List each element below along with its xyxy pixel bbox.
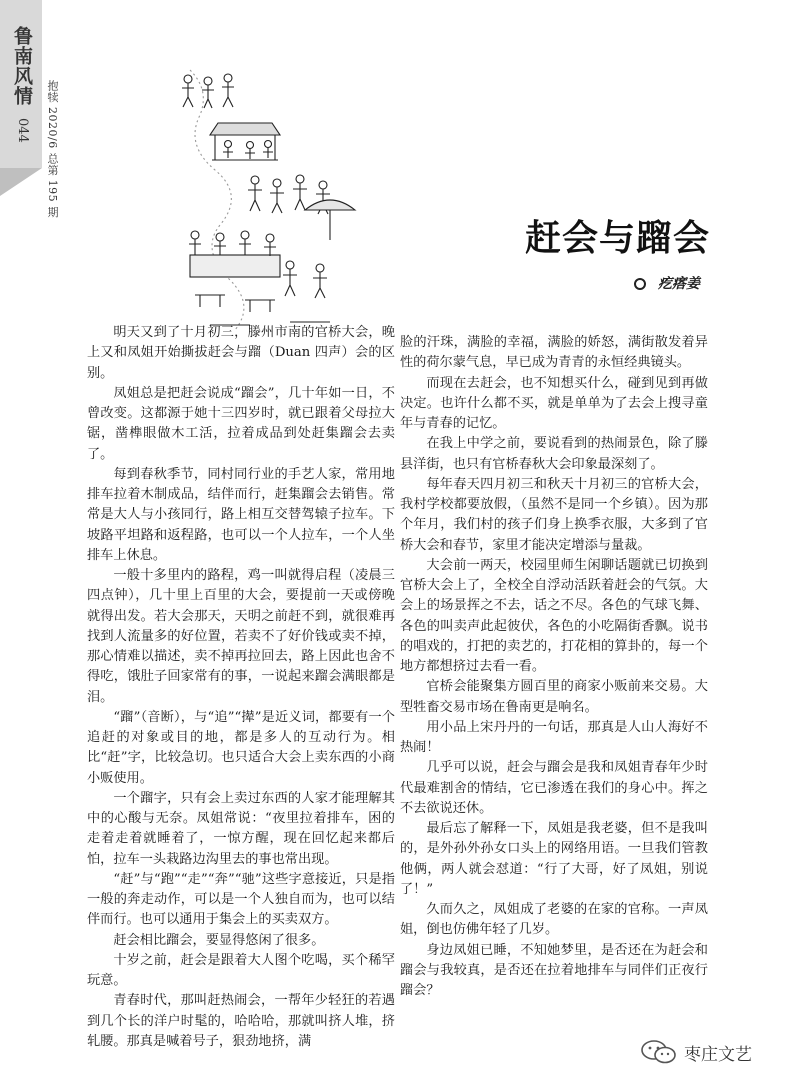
paragraph: 几乎可以说，赶会与蹓会是我和凤姐青春年少时代最难割舍的情结，它已渗透在我们的身心中。挥之不去欲说还休。 <box>400 760 708 816</box>
paragraph: 每年春天四月初三和秋天十月初三的官桥大会，我村学校都要放假，（虽然不是同一个乡镇）。因为那个年月，我们村的孩子们身上换季衣服，大多到了官桥大会和春节，家里才能决定增添与量裁。 <box>400 476 708 553</box>
paragraph: 身边凤姐已睡，不知她梦里，是否还在为赶会和蹓会与我较真，是否还在拉着地排车与同伴们正夜行蹓会？ <box>400 942 708 998</box>
paragraph: 一个蹓字，只有会上卖过东西的人家才能理解其中的心酸与无奈。凤姐常说：“夜里拉着排车，困的走着走着就睡着了，一惊方醒，现在回忆起来都后怕，拉车一头栽路边沟里去的事也常出现。 <box>87 790 395 867</box>
wechat-icon <box>640 1039 678 1065</box>
paragraph: 最后忘了解释一下，凤姐是我老婆，但不是我叫的，是外孙外孙女口头上的网络用语。一旦我们管教他俩，两人就会怼道：“行了大哥，好了凤姐，别说了！” <box>400 821 708 897</box>
paragraph: 一般十多里内的路程，鸡一叫就得启程（凌晨三四点钟），几十里上百里的大会，要提前一天或傍晚就得出发。若大会那天，天明之前赶不到，就很难再找到人流量多的好位置，若卖不了好价钱或卖不掉，那心情难以描述，卖不掉再拉回去，路上因此也舍不得吃，饿肚子回家常有的事，一说起来蹓会满眼都是泪。 <box>87 568 395 705</box>
circle-bullet-icon <box>634 278 646 290</box>
author-name: 疙瘩姜 <box>658 276 700 292</box>
paragraph: 用小品上宋丹丹的一句话，那真是人山人海好不热闹！ <box>400 719 708 755</box>
market-crowd-illustration <box>150 60 360 335</box>
paragraph: 十岁之前，赶会是跟着大人图个吃喝，买个稀罕玩意。 <box>87 952 395 988</box>
paragraph: 凤姐总是把赶会说成“蹓会”，几十年如一日，不曾改变。这都源于她十三四岁时，就已跟着父母拉大锯，凿榫眼做木工活，拉着成品到处赶集蹓会去卖了。 <box>87 385 395 462</box>
section-tab-fold <box>0 168 42 196</box>
issue-info: 抱犊 2020/6 总第 195 期 <box>46 80 59 218</box>
paragraph: 明天又到了十月初三，滕州市南的官桥大会，晚上又和凤姐开始撕拔赶会与蹓（Duan 四声）会的区别。 <box>87 325 395 381</box>
paragraph: 青春时代，那叫赶热闹会，一帮年少轻狂的若遇到几个长的洋户时髦的，哈哈哈，那就叫挤人堆，挤轧腰。那真是喊着号子，狠劲地挤，满 <box>87 993 395 1049</box>
paragraph: 脸的汗珠，满脸的幸福，满脸的娇怒，满街散发着异性的荷尔蒙气息，早已成为青青的永恒经典镜头。 <box>400 335 708 371</box>
byline <box>540 273 700 293</box>
paragraph: “蹓”（音断），与“追”“撵”是近义词，都要有一个追赶的对象或目的地，都是多人的互动行为。相比“赶”字，比较急切。也只适合大会上卖东西的小商小贩使用。 <box>87 709 395 786</box>
paragraph: 而现在去赶会，也不知想买什么，碰到见到再做决定。也许什么都不买，就是单单为了去会上搜寻童年与青春的记忆。 <box>400 375 708 431</box>
paragraph: 官桥会能聚集方圆百里的商家小贩前来交易。大型牲畜交易市场在鲁南更是响名。 <box>400 679 708 715</box>
page-number: 044 <box>15 118 30 143</box>
watermark-text: 枣庄文艺 <box>684 1044 752 1065</box>
paragraph: 赶会相比蹓会，要显得悠闲了很多。 <box>113 932 325 948</box>
watermark <box>640 1038 752 1066</box>
article-column-left <box>87 323 395 1052</box>
paragraph: 久而久之，凤姐成了老婆的在家的官称。一声凤姐，倒也仿佛年轻了几岁。 <box>400 902 708 938</box>
article-column-right <box>400 333 708 1001</box>
article-title: 赶会与蹓会 <box>524 218 710 259</box>
section-title: 鲁南风情 <box>11 26 33 106</box>
paragraph: 大会前一两天，校园里师生闲聊话题就已切换到官桥大会上了，全校全自浮动活跃着赶会的气氛。大会上的场景挥之不去，话之不尽。各色的气球飞舞、各色的叫卖声此起彼伏，各色的小吃隔街香飘。说书的唱戏的，打把的卖艺的，打花相的算卦的，每一个地方都想挤过去看一看。 <box>400 557 708 674</box>
paragraph: 在我上中学之前，要说看到的热闹景色，除了滕县洋街，也只有官桥春秋大会印象最深刻了。 <box>400 436 708 472</box>
paragraph: “赶”与“跑”“走”“奔”“驰”这些字意接近，只是指一般的奔走动作，可以是一个人独自而为，也可以结伴而行。也可以通用于集会上的买卖双方。 <box>87 871 395 928</box>
paragraph: 每到春秋季节，同村同行业的手艺人家，常用地排车拉着木制成品，结伴而行，赶集蹓会去销售。常常是大人与小孩同行，路上相互交替驾辕子拉车。下坡路平坦路和返程路，也可以一个人拉车，一个人坐排车上休息。 <box>87 466 395 563</box>
